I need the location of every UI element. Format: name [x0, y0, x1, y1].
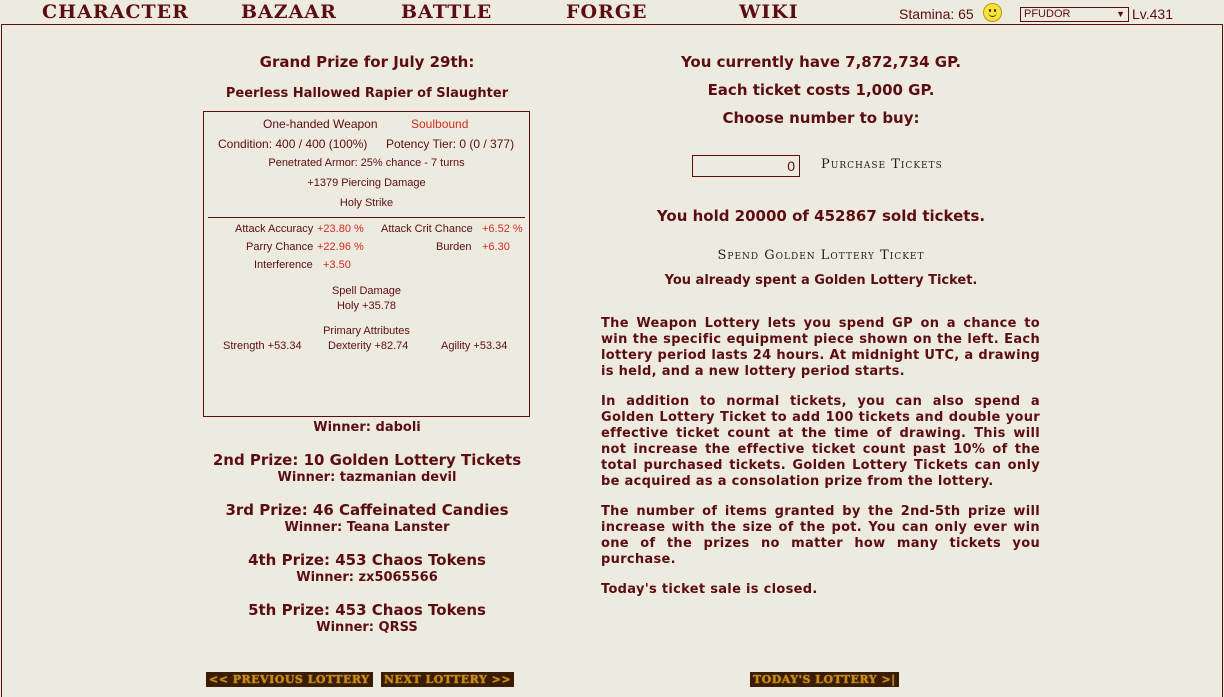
prize-5-winner: Winner: QRSS — [316, 620, 418, 635]
parry-chance-label: Parry Chance — [246, 241, 314, 253]
attack-crit-label: Attack Crit Chance — [381, 223, 473, 235]
lottery-description-3: The number of items granted by the 2nd-5th prize will increase with the size of the pot. You can only ever win one of the prizes no matter how many tickets you purchase. — [601, 504, 1040, 567]
soulbound-label: Soulbound — [411, 117, 469, 131]
prize-4-winner: Winner: zx5065566 — [296, 570, 438, 585]
golden-ticket-status: You already spent a Golden Lottery Ticket. — [664, 273, 978, 288]
burden-label: Burden — [436, 241, 472, 253]
dexterity-stat: Dexterity +82.74 — [328, 340, 409, 352]
choose-number-label: Choose number to buy: — [722, 109, 920, 127]
nav-wiki[interactable]: WIKI — [739, 1, 799, 23]
grand-prize-item-name: Peerless Hallowed Rapier of Slaughter — [225, 86, 509, 101]
grand-prize-winner: Winner: daboli — [313, 420, 421, 435]
parry-chance-value: +22.96 % — [317, 241, 364, 253]
top-navigation — [0, 0, 1224, 24]
character-select-value: PFUDOR — [1024, 8, 1071, 20]
prize-3-title: 3rd Prize: 46 Caffeinated Candies — [225, 501, 509, 519]
spell-damage-holy: Holy +35.78 — [336, 300, 396, 312]
nav-character[interactable]: CHARACTER — [42, 1, 189, 23]
grand-prize-title: Grand Prize for July 29th: — [259, 53, 475, 71]
level-display: Lv.431 — [1132, 6, 1173, 22]
stamina-display: Stamina: 65 — [899, 6, 974, 22]
nav-bazaar[interactable]: BAZAAR — [241, 1, 337, 23]
character-select[interactable] — [1020, 7, 1129, 22]
item-stats-box — [203, 111, 530, 417]
prize-4-title: 4th Prize: 453 Chaos Tokens — [248, 551, 486, 569]
prize-5-title: 5th Prize: 453 Chaos Tokens — [248, 601, 486, 619]
item-potency: Potency Tier: 0 (0 / 377) — [386, 137, 515, 151]
smiley-icon — [983, 3, 1002, 22]
piercing-damage: +1379 Piercing Damage — [307, 177, 426, 189]
holy-strike: Holy Strike — [339, 197, 394, 209]
next-lottery-link[interactable]: NEXT LOTTERY >> — [381, 672, 514, 687]
purchase-tickets-button[interactable]: Purchase Tickets — [821, 157, 943, 172]
primary-attributes-title: Primary Attributes — [323, 325, 410, 337]
ticket-quantity-input[interactable]: 0 — [692, 155, 800, 177]
lottery-description-1: The Weapon Lottery lets you spend GP on a chance to win the specific equipment piece shown on the left. Each lottery period lasts 24 hours. At midnight UTC, a drawing is held, and a new lottery period starts. — [601, 316, 1040, 379]
item-type: One-handed Weapon — [263, 117, 378, 131]
spend-golden-ticket-button[interactable]: Spend Golden Lottery Ticket — [717, 248, 925, 263]
burden-value: +6.30 — [482, 241, 510, 253]
nav-battle[interactable]: BATTLE — [401, 1, 493, 23]
interference-value: +3.50 — [323, 259, 351, 271]
prize-3-winner: Winner: Teana Lanster — [284, 520, 450, 535]
current-gp: You currently have 7,872,734 GP. — [680, 53, 962, 71]
interference-label: Interference — [254, 259, 313, 271]
lottery-description-2: In addition to normal tickets, you can also spend a Golden Lottery Ticket to add 100 tickets and double your effective ticket count at the time of drawing. This will not increase the effective ticket count past 10% of the total purchased tickets. Golden Lottery Tickets can only be acquired as a consolation prize from the lottery. — [601, 394, 1040, 489]
agility-stat: Agility +53.34 — [441, 340, 508, 352]
attack-accuracy-value: +23.80 % — [317, 223, 364, 235]
prize-2-title: 2nd Prize: 10 Golden Lottery Tickets — [212, 451, 522, 469]
nav-forge[interactable]: FORGE — [566, 1, 648, 23]
attack-crit-value: +6.52 % — [482, 223, 523, 235]
strength-stat: Strength +53.34 — [223, 340, 302, 352]
todays-lottery-link[interactable]: TODAY'S LOTTERY >| — [750, 672, 899, 687]
ticket-sale-closed: Today's ticket sale is closed. — [601, 582, 818, 597]
item-condition: Condition: 400 / 400 (100%) — [218, 137, 368, 151]
prize-2-winner: Winner: tazmanian devil — [277, 470, 457, 485]
penetrated-armor: Penetrated Armor: 25% chance - 7 turns — [268, 157, 465, 169]
previous-lottery-link[interactable]: << PREVIOUS LOTTERY — [206, 672, 373, 687]
attack-accuracy-label: Attack Accuracy — [235, 223, 314, 235]
tickets-held: You hold 20000 of 452867 sold tickets. — [656, 207, 986, 225]
divider — [208, 217, 525, 218]
ticket-cost: Each ticket costs 1,000 GP. — [707, 81, 935, 99]
chevron-down-icon: ▼ — [1116, 9, 1125, 19]
spell-damage-title: Spell Damage — [331, 285, 402, 297]
